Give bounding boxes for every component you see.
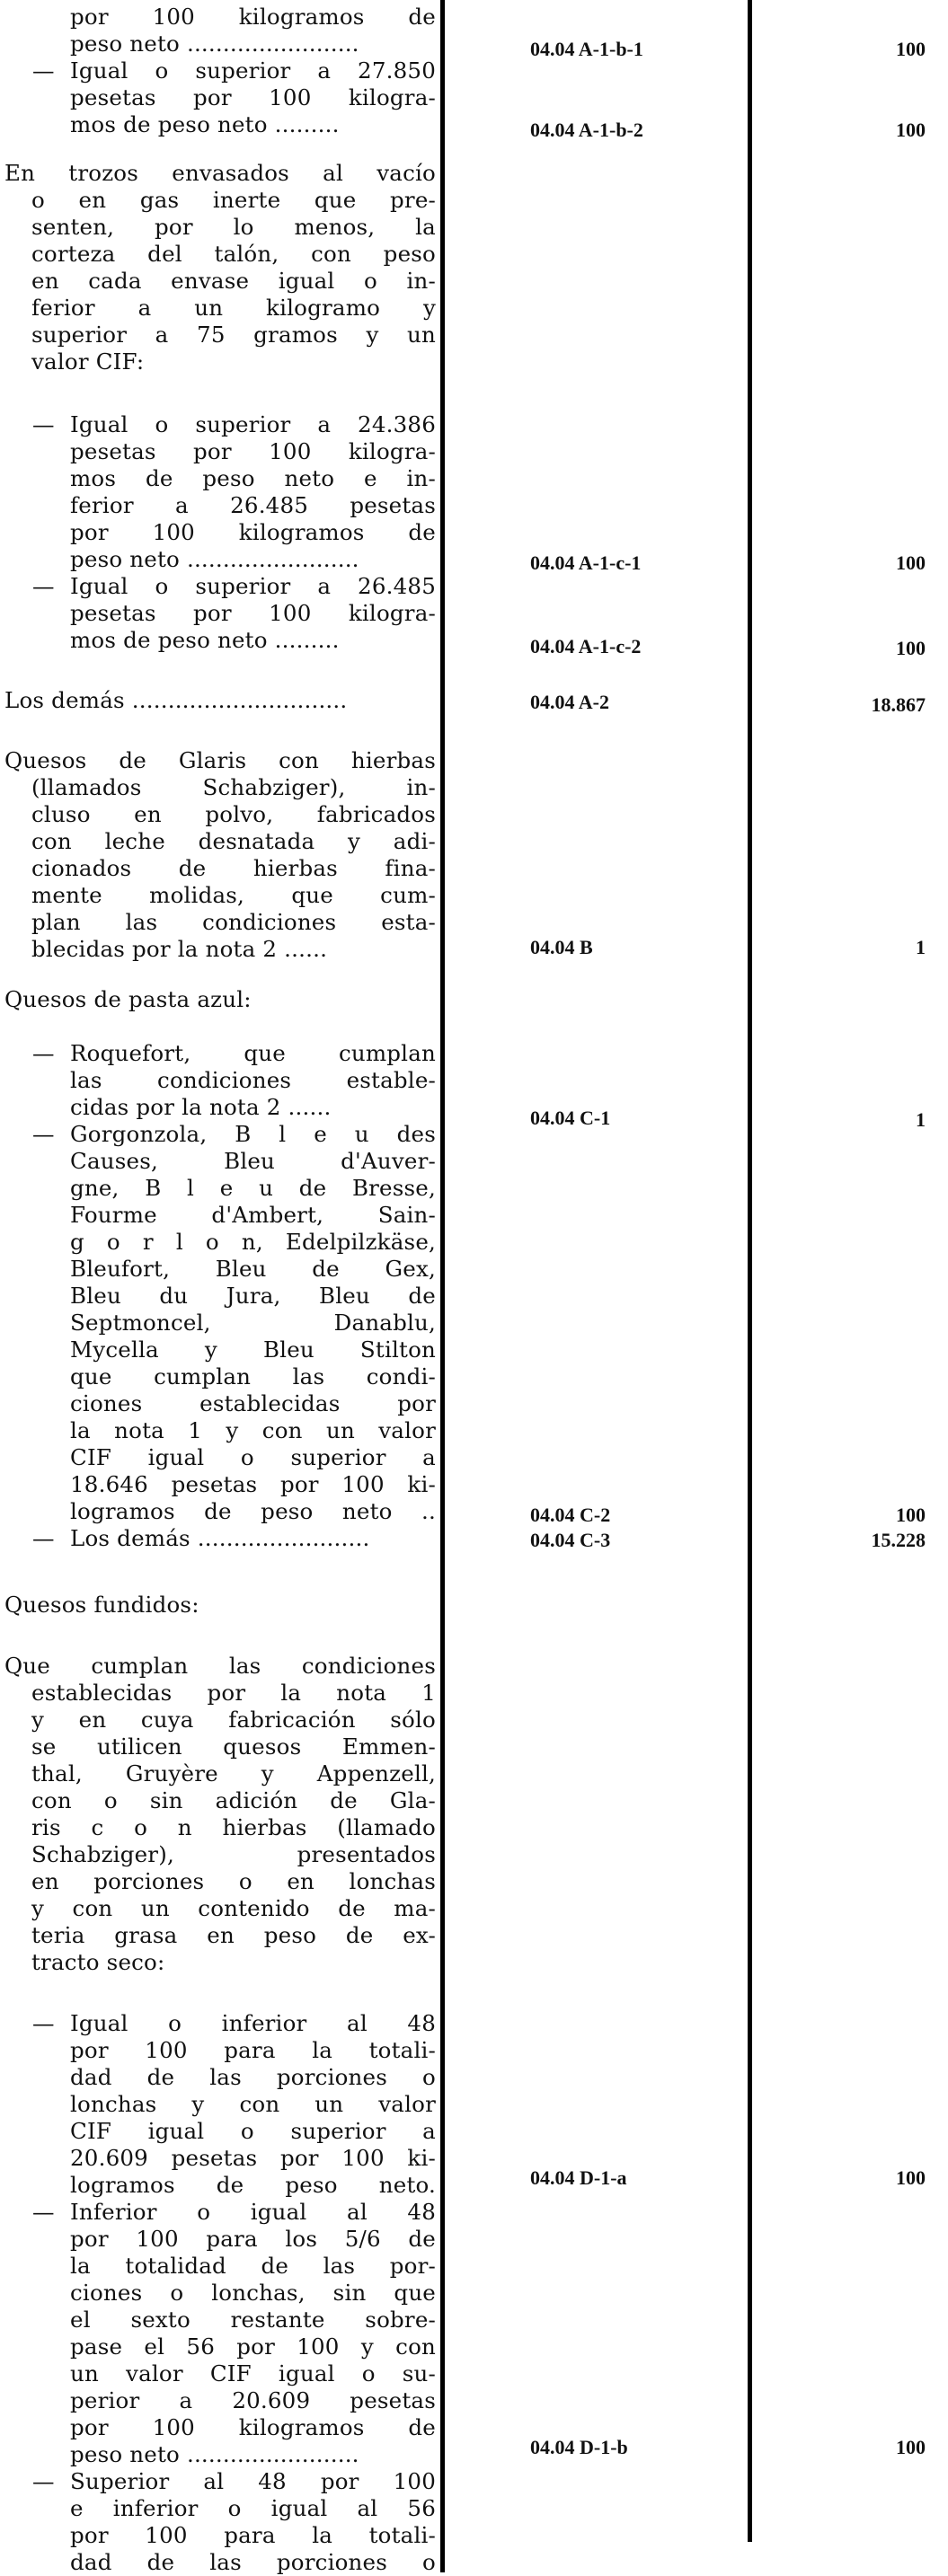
duty-value: 18.867 [871,693,926,716]
duty-value: 15.228 [871,1529,926,1551]
description-line: peso neto ........................ [70,546,359,572]
description-line: En trozos envasados al vacío [4,160,436,186]
description-line: Mycella y Bleu Stilton [70,1337,436,1363]
description-line: senten, por lo menos, la [31,214,436,240]
description-line: (llamados Schabziger), in- [31,774,436,800]
description-line: mente molidas, que cum- [31,882,436,908]
description-line: Quesos fundidos: [4,1592,199,1618]
description-line: por 100 kilogramos de [70,519,436,545]
description-line: cionados de hierbas fina- [31,855,436,881]
description-line: Igual o inferior al 48 [70,2010,436,2036]
description-line: Los demás .............................. [4,687,348,713]
description-line: e inferior o igual al 56 [70,2495,436,2521]
description-line: ferior a 26.485 pesetas [70,492,436,518]
list-dash: — [32,2468,55,2494]
description-line: peso neto ........................ [70,31,359,57]
tariff-code: 04.04 B [530,936,593,958]
description-line: dad de las porciones o [70,2064,436,2090]
list-dash: — [32,1121,55,1147]
duty-value: 100 [896,1504,926,1526]
description-line: pesetas por 100 kilogra- [70,600,436,626]
duty-value: 1 [916,936,926,958]
description-line: g o r l o n, Edelpilzkäse, [70,1229,436,1255]
description-line: las condiciones estable- [70,1067,436,1093]
description-line: logramos de peso neto .. [70,1498,436,1524]
description-line: que cumplan las condi- [70,1363,436,1389]
description-line: perior a 20.609 pesetas [70,2387,436,2413]
tariff-code: 04.04 C-2 [530,1504,611,1526]
description-line: Bleu du Jura, Bleu de [70,1283,436,1309]
tariff-code: 04.04 D-1-b [530,2436,628,2458]
description-line: o en gas inerte que pre- [31,187,436,213]
duty-value: 100 [896,551,926,574]
description-line: pesetas por 100 kilogra- [70,438,436,464]
description-line: Septmoncel, Danablu, [70,1310,436,1336]
description-line: tracto seco: [31,1949,165,1975]
description-line: 20.609 pesetas por 100 ki- [70,2145,436,2171]
description-line: Gorgonzola, B l e u des [70,1121,436,1147]
description-line: por 100 para la totali- [70,2037,436,2063]
description-line: la nota 1 y con un valor [70,1417,436,1443]
description-line: Igual o superior a 27.850 [70,57,436,84]
description-line: Quesos de pasta azul: [4,986,252,1012]
tariff-code: 04.04 C-3 [530,1529,611,1551]
description-line: Que cumplan las condiciones [4,1653,436,1679]
description-line: ciones establecidas por [70,1390,436,1416]
description-line: Igual o superior a 26.485 [70,573,436,599]
tariff-code: 04.04 A-1-c-2 [530,635,642,657]
duty-value: 1 [916,1108,926,1131]
description-line: ris c o n hierbas (llamado [31,1814,436,1840]
description-line: por 100 kilogramos de [70,2414,436,2440]
description-line: el sexto restante sobre- [70,2307,436,2333]
description-line: se utilicen quesos Emmen- [31,1734,436,1760]
description-line: mos de peso neto e in- [70,465,436,491]
description-line: CIF igual o superior a [70,1444,436,1470]
duty-value: 100 [896,637,926,659]
description-line: Bleufort, Bleu de Gex, [70,1256,436,1282]
description-line: con leche desnatada y adi- [31,828,436,854]
list-dash: — [32,573,55,599]
description-line: Los demás ........................ [70,1525,370,1551]
list-dash: — [32,57,55,84]
list-dash: — [32,1040,55,1066]
description-line: teria grasa en peso de ex- [31,1922,436,1948]
tariff-code: 04.04 C-1 [530,1107,611,1129]
duty-value: 100 [896,2166,926,2189]
description-line: en porciones o en lonchas [31,1868,436,1894]
list-dash: — [32,411,55,437]
description-line: thal, Gruyère y Appenzell, [31,1760,436,1786]
description-line: Roquefort, que cumplan [70,1040,436,1066]
description-line: lonchas y con un valor [70,2091,436,2117]
description-line: 18.646 pesetas por 100 ki- [70,1471,436,1497]
description-line: blecidas por la nota 2 ...... [31,936,328,962]
list-dash: — [32,2199,55,2225]
description-line: logramos de peso neto. [70,2172,436,2198]
tariff-code: 04.04 A-2 [530,691,609,713]
description-line: y en cuya fabricación sólo [31,1707,436,1733]
duty-value: 100 [896,38,926,60]
column-divider-left [440,0,445,2572]
description-line: y con un contenido de ma- [31,1895,436,1921]
description-line: CIF igual o superior a [70,2118,436,2144]
duty-value: 100 [896,119,926,141]
description-line: mos de peso neto ......... [70,111,340,137]
description-line: ferior a un kilogramo y [31,295,436,321]
description-line: cluso en polvo, fabricados [31,801,436,827]
description-line: en cada envase igual o in- [31,268,436,294]
column-divider-right [748,0,752,2542]
duty-value: 100 [896,2436,926,2458]
description-line: por 100 para los 5/6 de [70,2226,436,2252]
description-line: la totalidad de las por- [70,2253,436,2279]
description-line: dad de las porciones o [70,2549,436,2575]
description-line: Fourme d'Ambert, Sain- [70,1202,436,1228]
description-line: corteza del talón, con peso [31,241,436,267]
description-line: Quesos de Glaris con hierbas [4,747,436,773]
description-line: con o sin adición de Gla- [31,1787,436,1813]
tariff-code: 04.04 A-1-c-1 [530,551,642,574]
description-line: plan las condiciones esta- [31,909,436,935]
description-line: Causes, Bleu d'Auver- [70,1148,436,1174]
list-dash: — [32,1525,55,1551]
description-line: pase el 56 por 100 y con [70,2333,436,2360]
description-line: Inferior o igual al 48 [70,2199,436,2225]
tariff-code: 04.04 A-1-b-1 [530,38,643,60]
description-line: peso neto ........................ [70,2441,359,2467]
description-line: superior a 75 gramos y un [31,322,436,348]
description-line: cidas por la nota 2 ...... [70,1094,332,1120]
description-line: Superior al 48 por 100 [70,2468,436,2494]
description-line: gne, B l e u de Bresse, [70,1175,436,1201]
list-dash: — [32,2010,55,2036]
description-line: por 100 para la totali- [70,2522,436,2548]
description-line: establecidas por la nota 1 [31,1680,436,1706]
tariff-code: 04.04 A-1-b-2 [530,119,643,141]
description-line: un valor CIF igual o su- [70,2360,436,2386]
description-line: valor CIF: [31,348,145,375]
tariff-code: 04.04 D-1-a [530,2166,627,2189]
description-line: Schabziger), presentados [31,1841,436,1867]
description-line: Igual o superior a 24.386 [70,411,436,437]
description-line: por 100 kilogramos de [70,4,436,30]
description-line: mos de peso neto ......... [70,627,340,653]
description-line: pesetas por 100 kilogra- [70,84,436,110]
description-line: ciones o lonchas, sin que [70,2280,436,2306]
